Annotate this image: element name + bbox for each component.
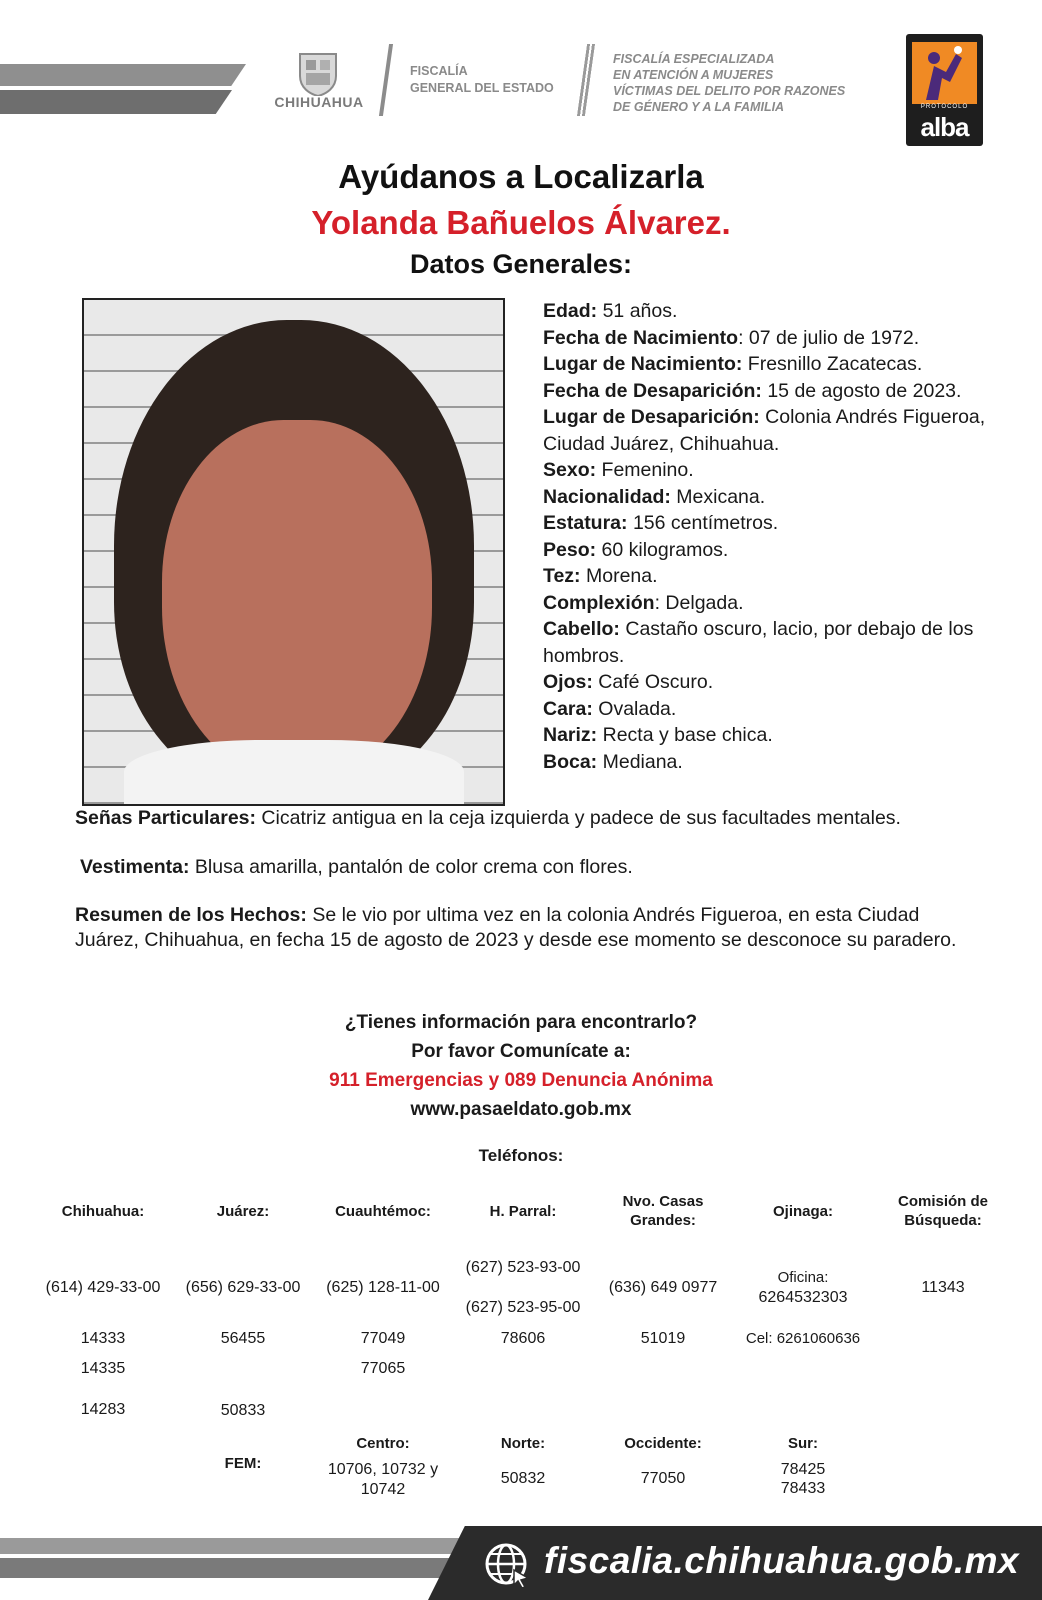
phone-ojinaga-label: Oficina: xyxy=(777,1269,829,1286)
dato-value: Ovalada. xyxy=(592,697,677,720)
fiscalia-line-1: FISCALÍA xyxy=(410,64,468,78)
dato-label: Sexo: xyxy=(543,459,597,481)
dato-label: Edad: xyxy=(543,300,598,322)
footer-stripe-dark xyxy=(0,1558,462,1578)
vestimenta-value: Blusa amarilla, pantalón de color crema con flores. xyxy=(189,856,633,878)
dato-row xyxy=(543,696,1003,723)
dato-label: Boca: xyxy=(543,750,598,773)
datos-generales-list xyxy=(543,298,1003,775)
photo-shirt xyxy=(124,740,464,806)
dato-label: Tez: xyxy=(543,565,581,587)
dato-label: Fecha de Nacimiento xyxy=(543,326,739,349)
fem-line: DE GÉNERO Y A LA FAMILIA xyxy=(613,100,785,114)
vestimenta xyxy=(80,855,980,880)
alba-protocolo-text: PROTOCOLO xyxy=(920,104,969,110)
page-heading: Ayúdanos a Localizarla xyxy=(338,158,704,195)
phone-comision: 11343 xyxy=(921,1279,965,1296)
photo-face xyxy=(162,420,432,780)
dato-value: Recta y base chica. xyxy=(597,724,773,746)
dato-value: : Delgada. xyxy=(654,591,744,614)
phone-cuauhtemoc: (625) 128-11-00 xyxy=(326,1279,440,1296)
dato-label: Lugar de Desaparición: xyxy=(543,406,760,428)
dato-label: Complexión xyxy=(543,591,655,614)
sur-ext-1: 78425 xyxy=(780,1461,826,1478)
fem-line: EN ATENCIÓN A MUJERES xyxy=(613,68,774,82)
resumen-hechos xyxy=(75,903,965,953)
fem-line: FISCALÍA ESPECIALIZADA xyxy=(613,52,775,66)
ext-casas-grandes: 51019 xyxy=(640,1330,686,1347)
dato-row xyxy=(543,484,1003,511)
senas-particulares xyxy=(75,806,975,831)
emergency-numbers: 911 Emergencias y 089 Denuncia Anónima xyxy=(329,1070,713,1091)
website-link[interactable]: www.pasaeldato.gob.mx xyxy=(410,1099,632,1120)
dato-row xyxy=(543,404,1003,457)
dato-row xyxy=(543,616,1003,669)
dato-row xyxy=(543,457,1003,484)
fiscalia-especializada-label xyxy=(613,51,845,115)
person-name: Yolanda Bañuelos Álvarez. xyxy=(311,204,731,241)
ext-juarez-2: 50833 xyxy=(220,1402,266,1419)
senas-label: Señas Particulares: xyxy=(75,807,257,829)
dato-value: Mexicana. xyxy=(670,485,766,508)
info-contact: Por favor Comunícate a: xyxy=(411,1041,631,1062)
dato-value: 51 años. xyxy=(597,300,678,322)
sur-header: Sur: xyxy=(788,1435,818,1452)
alba-wordmark: alba xyxy=(920,112,969,142)
phone-header-chihuahua: Chihuahua: xyxy=(61,1203,145,1220)
phone-header-casas-grandes: Nvo. Casas Grandes: xyxy=(622,1193,704,1229)
dato-value: Fresnillo Zacatecas. xyxy=(742,353,923,375)
centro-header: Centro: xyxy=(356,1435,410,1452)
vestimenta-label: Vestimenta: xyxy=(80,856,190,878)
header-divider-striped xyxy=(577,44,595,116)
dato-value: 60 kilogramos. xyxy=(596,538,729,561)
ext-chihuahua-1: 14333 xyxy=(80,1330,126,1347)
dato-value: 156 centímetros. xyxy=(627,512,779,534)
dato-row xyxy=(543,722,1003,749)
fiscalia-line-2: GENERAL DEL ESTADO xyxy=(410,81,554,95)
dato-label: Estatura: xyxy=(543,512,628,534)
dato-row xyxy=(543,590,1003,617)
dato-label: Cara: xyxy=(543,697,593,720)
ext-cuauhtemoc-1: 77049 xyxy=(360,1330,406,1347)
dato-value: Mediana. xyxy=(597,750,683,773)
alba-logo-figure xyxy=(912,42,977,104)
dato-row xyxy=(543,537,1003,564)
dato-row xyxy=(543,749,1003,776)
ext-cuauhtemoc-2: 77065 xyxy=(360,1360,406,1377)
dato-row xyxy=(543,298,1003,325)
phone-chihuahua: (614) 429-33-00 xyxy=(45,1279,161,1296)
ojinaga-cel: Cel: 6261060636 xyxy=(745,1330,861,1347)
fem-header: FEM: xyxy=(224,1455,262,1472)
footer-website[interactable]: fiscalia.chihuahua.gob.mx xyxy=(544,1540,1020,1581)
ext-juarez-1: 56455 xyxy=(220,1330,266,1347)
phone-header-comision: Comisión de Búsqueda: xyxy=(897,1193,988,1229)
state-label: CHIHUAHUA xyxy=(274,94,364,110)
dato-row xyxy=(543,510,1003,537)
dato-row xyxy=(543,325,1003,352)
footer-stripe-light xyxy=(0,1538,472,1554)
alba-figures-icon xyxy=(912,42,977,104)
resumen-value: Se le vio por ultima vez en la colonia Andrés Figueroa, en esta Ciudad Juárez, Chihuahua, en fecha 15 de agosto de 2023 y desde ese momento se desconoce su paradero. xyxy=(75,904,957,951)
senas-value: Cicatriz antigua en la ceja izquierda y padece de sus facultades mentales. xyxy=(256,807,901,829)
dato-label: Fecha de Desaparición: xyxy=(543,379,762,402)
centro-ext: 10706, 10732 y 10742 xyxy=(327,1461,439,1498)
dato-value: 15 de agosto de 2023. xyxy=(761,379,962,402)
fem-line: VÍCTIMAS DEL DELITO POR RAZONES xyxy=(613,84,846,98)
dato-value: Café Oscuro. xyxy=(592,671,714,693)
dato-row xyxy=(543,351,1003,378)
globe-cursor-icon xyxy=(484,1542,530,1588)
sur-ext-2: 78433 xyxy=(780,1480,826,1497)
phone-ojinaga: 6264532303 xyxy=(758,1289,848,1306)
header-stripe-dark xyxy=(0,90,232,114)
phone-casas-grandes: (636) 649 0977 xyxy=(608,1279,718,1296)
dato-label: Peso: xyxy=(543,538,597,561)
dato-label: Lugar de Nacimiento: xyxy=(543,353,743,375)
dato-row xyxy=(543,378,1003,405)
phone-parral-2: (627) 523-95-00 xyxy=(465,1299,581,1316)
phone-header-ojinaga: Ojinaga: xyxy=(772,1203,833,1220)
dato-label: Nacionalidad: xyxy=(543,485,671,508)
ext-chihuahua-3: 14283 xyxy=(80,1401,126,1418)
dato-label: Cabello: xyxy=(543,618,620,640)
ext-parral: 78606 xyxy=(500,1330,546,1347)
norte-header: Norte: xyxy=(500,1435,546,1452)
phones-title: Teléfonos: xyxy=(478,1146,564,1165)
header-stripe-light xyxy=(0,64,246,86)
dato-value: Femenino. xyxy=(596,459,694,481)
dato-value: : 07 de julio de 1972. xyxy=(738,326,920,349)
dato-value: Morena. xyxy=(580,565,658,587)
info-question: ¿Tienes información para encontrarlo? xyxy=(344,1012,698,1033)
phone-juarez: (656) 629-33-00 xyxy=(185,1279,301,1296)
dato-row xyxy=(543,669,1003,696)
state-seal-icon xyxy=(296,50,340,96)
occidente-header: Occidente: xyxy=(624,1435,702,1452)
dato-label: Nariz: xyxy=(543,724,598,746)
occidente-ext: 77050 xyxy=(640,1470,686,1487)
norte-ext: 50832 xyxy=(500,1470,546,1487)
phone-header-parral: H. Parral: xyxy=(489,1203,557,1220)
section-title: Datos Generales: xyxy=(409,249,633,279)
phone-header-juarez: Juárez: xyxy=(216,1203,270,1220)
ext-chihuahua-2: 14335 xyxy=(80,1360,126,1377)
dato-row xyxy=(543,563,1003,590)
phone-header-cuauhtemoc: Cuauhtémoc: xyxy=(335,1203,431,1220)
header-divider xyxy=(379,44,393,116)
phone-parral-1: (627) 523-93-00 xyxy=(465,1259,581,1276)
dato-value: Castaño oscuro, lacio, por debajo de los hombros. xyxy=(543,618,974,667)
fiscalia-general-label xyxy=(410,63,554,97)
dato-value: Colonia Andrés Figueroa, Ciudad Juárez, Chihuahua. xyxy=(543,406,986,455)
person-photo xyxy=(82,298,505,806)
dato-label: Ojos: xyxy=(543,671,593,693)
resumen-label: Resumen de los Hechos: xyxy=(75,904,307,926)
